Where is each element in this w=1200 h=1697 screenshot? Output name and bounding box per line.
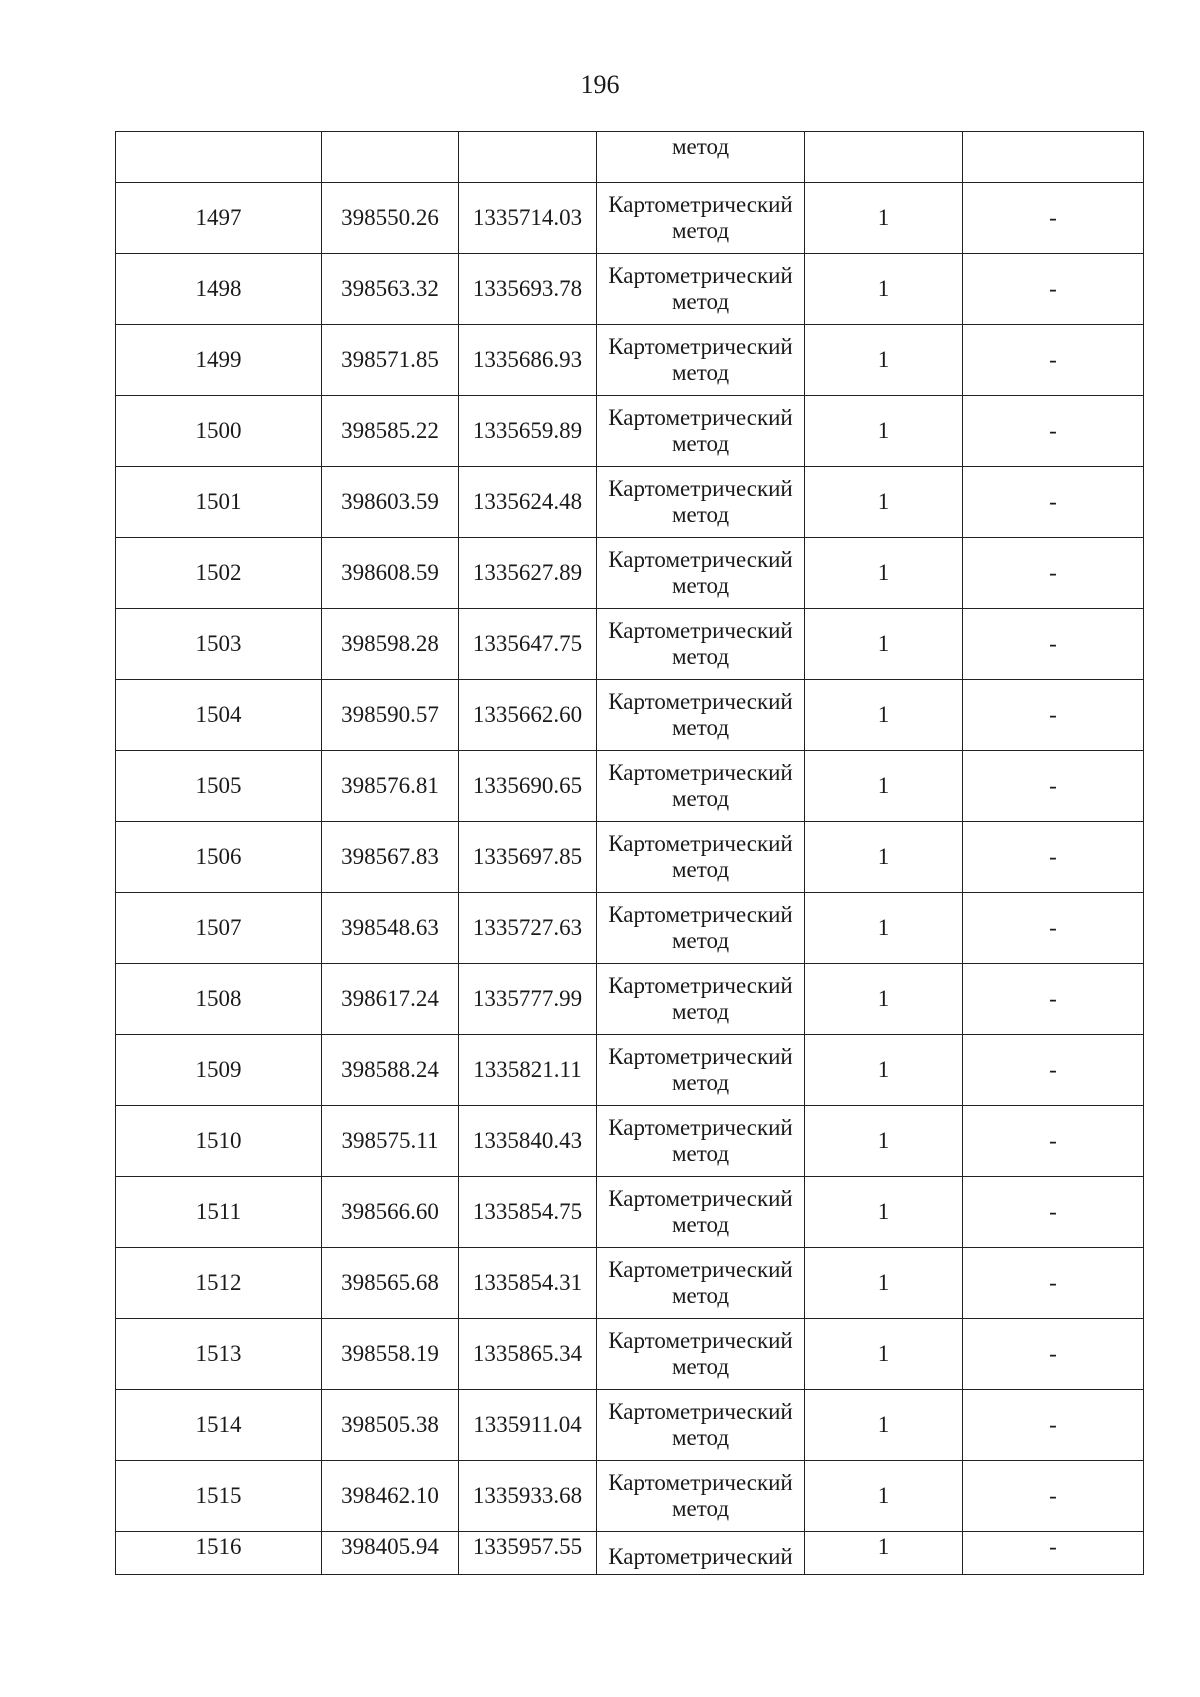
cell-accuracy: 1	[805, 893, 963, 964]
cell-y: 1335627.89	[459, 538, 597, 609]
method-line-2: метод	[671, 857, 730, 882]
cell-accuracy: 1	[805, 538, 963, 609]
cell-point-number: 1499	[116, 325, 322, 396]
cell-method	[597, 325, 805, 396]
coordinates-table	[115, 131, 1144, 1575]
method-line-1: Картометрический	[608, 618, 793, 643]
cell-method	[597, 893, 805, 964]
cell-y: 1335624.48	[459, 467, 597, 538]
method-line-2: метод	[671, 1141, 730, 1166]
cell-x: 398567.83	[322, 822, 459, 893]
cell-point-number: 1510	[116, 1106, 322, 1177]
cell-x	[322, 132, 459, 183]
table-row	[116, 1177, 1144, 1248]
method-line-1: Картометрический	[608, 334, 793, 359]
cell-y: 1335647.75	[459, 609, 597, 680]
cell-point-number: 1512	[116, 1248, 322, 1319]
cell-y: 1335714.03	[459, 183, 597, 254]
cell-accuracy: 1	[805, 1319, 963, 1390]
cell-x: 398550.26	[322, 183, 459, 254]
cell-x: 398505.38	[322, 1390, 459, 1461]
cell-x: 398405.94	[322, 1532, 459, 1575]
cell-method	[597, 751, 805, 822]
cell-note: -	[963, 1106, 1144, 1177]
cell-method	[597, 467, 805, 538]
cell-y: 1335662.60	[459, 680, 597, 751]
cell-y: 1335686.93	[459, 325, 597, 396]
cell-method	[597, 1461, 805, 1532]
method-line-1: Картометрический	[608, 1186, 793, 1211]
cell-accuracy: 1	[805, 325, 963, 396]
method-line-2: метод	[671, 715, 730, 740]
cell-y	[459, 132, 597, 183]
cell-note: -	[963, 183, 1144, 254]
cell-y: 1335821.11	[459, 1035, 597, 1106]
cell-accuracy: 1	[805, 1390, 963, 1461]
cell-y: 1335777.99	[459, 964, 597, 1035]
cell-y: 1335933.68	[459, 1461, 597, 1532]
table-row	[116, 964, 1144, 1035]
cell-note: -	[963, 325, 1144, 396]
table-row	[116, 822, 1144, 893]
method-line-1: Картометрический	[608, 476, 793, 501]
cell-note: -	[963, 1035, 1144, 1106]
method-line-2: метод	[671, 1070, 730, 1095]
cell-accuracy: 1	[805, 1106, 963, 1177]
table-row	[116, 183, 1144, 254]
cell-method	[597, 538, 805, 609]
cell-point-number: 1504	[116, 680, 322, 751]
cell-note: -	[963, 1461, 1144, 1532]
method-line-2: метод	[671, 289, 730, 314]
table-row	[116, 396, 1144, 467]
cell-y: 1335854.75	[459, 1177, 597, 1248]
method-line-1: Картометрический	[608, 973, 793, 998]
table-row	[116, 893, 1144, 964]
method-line-1: Картометрический	[608, 1544, 793, 1569]
method-line-1: Картометрический	[608, 1044, 793, 1069]
cell-x: 398617.24	[322, 964, 459, 1035]
method-line-2: метод	[671, 1496, 730, 1521]
method-line-2: метод	[671, 1425, 730, 1450]
method-line-1: Картометрический	[608, 547, 793, 572]
cell-accuracy: 1	[805, 254, 963, 325]
table-row-last	[116, 1532, 1144, 1575]
cell-x: 398548.63	[322, 893, 459, 964]
cell-x: 398571.85	[322, 325, 459, 396]
method-line-2: метод	[671, 573, 730, 598]
cell-x: 398598.28	[322, 609, 459, 680]
cell-point-number: 1503	[116, 609, 322, 680]
cell-method	[597, 183, 805, 254]
cell-point-number: 1502	[116, 538, 322, 609]
table-row	[116, 680, 1144, 751]
cell-y: 1335690.65	[459, 751, 597, 822]
method-line-2: метод	[671, 1212, 730, 1237]
cell-method	[597, 822, 805, 893]
cell-note: -	[963, 751, 1144, 822]
method-line-2: метод	[671, 999, 730, 1024]
method-line-2: метод	[671, 928, 730, 953]
cell-x: 398588.24	[322, 1035, 459, 1106]
cell-point-number: 1511	[116, 1177, 322, 1248]
cell-y: 1335957.55	[459, 1532, 597, 1575]
method-line-1: Картометрический	[608, 1115, 793, 1140]
cell-accuracy	[805, 132, 963, 183]
method-line-1: Картометрический	[608, 1399, 793, 1424]
cell-x: 398575.11	[322, 1106, 459, 1177]
table-row	[116, 1319, 1144, 1390]
cell-note: -	[963, 893, 1144, 964]
cell-point-number	[116, 132, 322, 183]
cell-point-number: 1509	[116, 1035, 322, 1106]
cell-accuracy: 1	[805, 822, 963, 893]
cell-method	[597, 1177, 805, 1248]
cell-y: 1335659.89	[459, 396, 597, 467]
cell-point-number: 1507	[116, 893, 322, 964]
cell-x: 398603.59	[322, 467, 459, 538]
cell-note: -	[963, 1177, 1144, 1248]
cell-note: -	[963, 1390, 1144, 1461]
method-line-2: метод	[671, 360, 730, 385]
cell-accuracy: 1	[805, 1248, 963, 1319]
table-row	[116, 609, 1144, 680]
cell-accuracy: 1	[805, 396, 963, 467]
method-line-2: метод	[671, 431, 730, 456]
method-line-1: Картометрический	[608, 1328, 793, 1353]
cell-note: -	[963, 396, 1144, 467]
method-line-1: Картометрический	[608, 689, 793, 714]
cell-x: 398585.22	[322, 396, 459, 467]
cell-point-number: 1505	[116, 751, 322, 822]
table-row	[116, 1106, 1144, 1177]
cell-note: -	[963, 1248, 1144, 1319]
method-line-1: Картометрический	[608, 405, 793, 430]
method-line-1: Картометрический	[608, 760, 793, 785]
cell-method	[597, 964, 805, 1035]
cell-x: 398608.59	[322, 538, 459, 609]
cell-method	[597, 1390, 805, 1461]
method-line-2: метод	[671, 218, 730, 243]
cell-y: 1335697.85	[459, 822, 597, 893]
method-line-2: метод	[671, 644, 730, 669]
cell-accuracy: 1	[805, 964, 963, 1035]
cell-y: 1335865.34	[459, 1319, 597, 1390]
cell-note: -	[963, 467, 1144, 538]
cell-x: 398462.10	[322, 1461, 459, 1532]
cell-note: -	[963, 822, 1144, 893]
cell-method	[597, 609, 805, 680]
cell-note: -	[963, 538, 1144, 609]
table-row	[116, 1461, 1144, 1532]
cell-method	[597, 1248, 805, 1319]
method-line-2: метод	[671, 1354, 730, 1379]
table-row	[116, 1390, 1144, 1461]
cell-accuracy: 1	[805, 1532, 963, 1575]
cell-x: 398576.81	[322, 751, 459, 822]
cell-note: -	[963, 680, 1144, 751]
table-row-continuation	[116, 132, 1144, 183]
cell-accuracy: 1	[805, 609, 963, 680]
cell-x: 398566.60	[322, 1177, 459, 1248]
cell-method	[597, 680, 805, 751]
cell-note	[963, 132, 1144, 183]
page-number: 196	[580, 70, 620, 99]
cell-y: 1335840.43	[459, 1106, 597, 1177]
method-line-1: Картометрический	[608, 192, 793, 217]
table-row	[116, 1035, 1144, 1106]
table-row	[116, 1248, 1144, 1319]
method-text: метод	[671, 134, 730, 159]
cell-method	[597, 396, 805, 467]
cell-method	[597, 1106, 805, 1177]
cell-point-number: 1514	[116, 1390, 322, 1461]
cell-y: 1335911.04	[459, 1390, 597, 1461]
cell-method	[597, 254, 805, 325]
method-line-1: Картометрический	[608, 902, 793, 927]
cell-accuracy: 1	[805, 680, 963, 751]
cell-x: 398563.32	[322, 254, 459, 325]
table-row	[116, 254, 1144, 325]
method-line-2: метод	[671, 1283, 730, 1308]
cell-note: -	[963, 1532, 1144, 1575]
cell-note: -	[963, 609, 1144, 680]
table-row	[116, 538, 1144, 609]
cell-accuracy: 1	[805, 1461, 963, 1532]
table-row	[116, 751, 1144, 822]
method-line-1: Картометрический	[608, 1470, 793, 1495]
cell-point-number: 1515	[116, 1461, 322, 1532]
cell-accuracy: 1	[805, 183, 963, 254]
method-line-2: метод	[671, 502, 730, 527]
method-line-1: Картометрический	[608, 263, 793, 288]
cell-accuracy: 1	[805, 467, 963, 538]
cell-point-number: 1498	[116, 254, 322, 325]
method-line-1: Картометрический	[608, 831, 793, 856]
cell-y: 1335693.78	[459, 254, 597, 325]
cell-point-number: 1497	[116, 183, 322, 254]
cell-accuracy: 1	[805, 751, 963, 822]
cell-x: 398590.57	[322, 680, 459, 751]
cell-y: 1335727.63	[459, 893, 597, 964]
cell-method	[597, 1319, 805, 1390]
cell-point-number: 1500	[116, 396, 322, 467]
cell-y: 1335854.31	[459, 1248, 597, 1319]
cell-x: 398565.68	[322, 1248, 459, 1319]
method-line-2: метод	[671, 786, 730, 811]
cell-method	[597, 1532, 805, 1575]
cell-x: 398558.19	[322, 1319, 459, 1390]
cell-point-number: 1506	[116, 822, 322, 893]
cell-note: -	[963, 1319, 1144, 1390]
table-row	[116, 467, 1144, 538]
cell-point-number: 1513	[116, 1319, 322, 1390]
cell-point-number: 1501	[116, 467, 322, 538]
cell-accuracy: 1	[805, 1035, 963, 1106]
cell-method	[597, 132, 805, 183]
table-row	[116, 325, 1144, 396]
cell-note: -	[963, 964, 1144, 1035]
method-line-1: Картометрический	[608, 1257, 793, 1282]
cell-point-number: 1508	[116, 964, 322, 1035]
cell-point-number: 1516	[116, 1532, 322, 1575]
cell-accuracy: 1	[805, 1177, 963, 1248]
cell-note: -	[963, 254, 1144, 325]
cell-method	[597, 1035, 805, 1106]
